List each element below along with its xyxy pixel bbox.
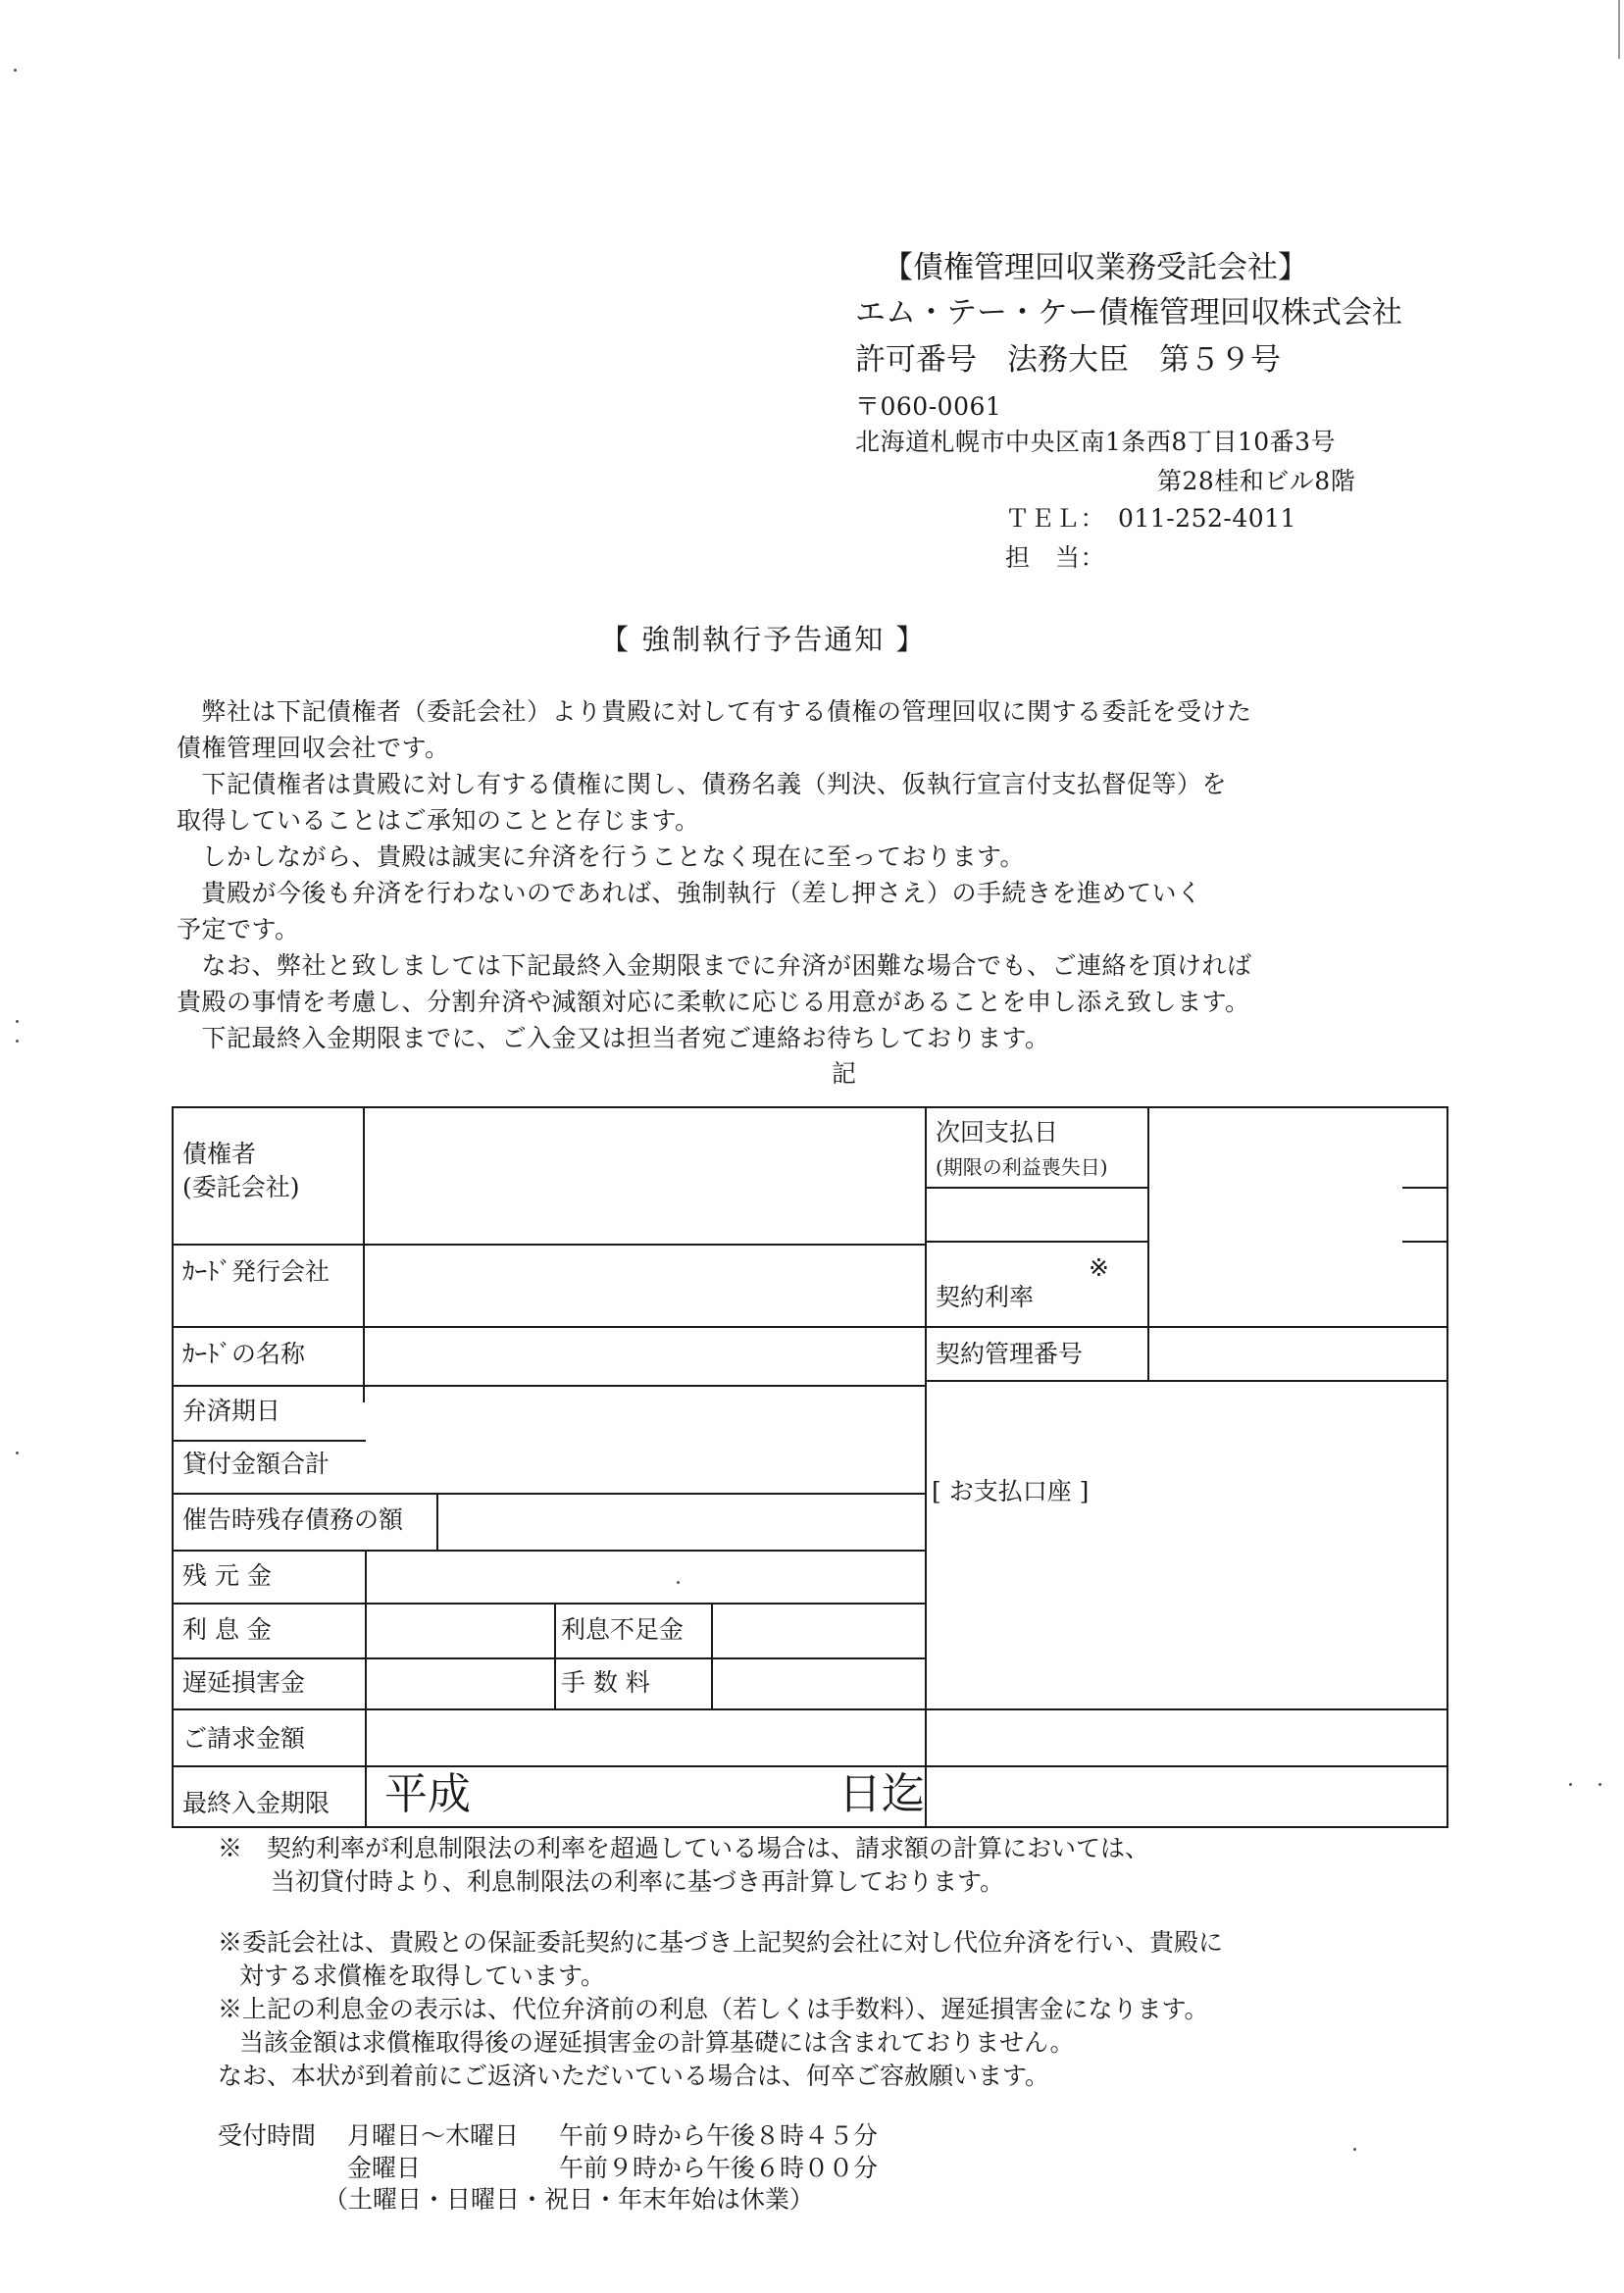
table-line [925,1106,927,1826]
table-line [925,1187,1149,1189]
note-line: 対する求償権を取得しています。 [239,1962,606,1990]
table-line [363,1106,365,1402]
ki-label: 記 [832,1059,857,1088]
table-line [172,1765,1448,1767]
label-demand-balance: 催告時残存債務の額 [182,1505,404,1534]
scan-speck [1353,2148,1356,2151]
table-line [1402,1241,1446,1243]
label-loan-total: 貸付金額合計 [182,1450,330,1478]
table-line [172,1493,925,1495]
header-company: エム・テー・ケー債権管理回収株式会社 [855,295,1402,331]
label-rate: 契約利率 [936,1283,1035,1311]
label-next-pay-sub: (期限の利益喪失日) [936,1155,1108,1179]
hours-fri: 金曜日 [347,2154,422,2182]
header-license: 許可番号 法務大臣 第５９号 [855,342,1281,378]
table-line [172,1550,925,1552]
table-line [436,1493,438,1550]
scan-speck [16,1020,19,1023]
paragraph-line: 取得していることはご承知のことと存じます。 [177,806,700,835]
hours-mon-thu-time: 午前９時から午後８時４５分 [559,2121,879,2150]
table-line [172,1326,925,1328]
label-late-fee: 遅延損害金 [182,1668,306,1697]
label-repay-date: 弁済期日 [182,1397,281,1425]
hours-fri-time: 午前９時から午後６時００分 [559,2154,879,2182]
table-line [554,1603,556,1708]
label-principal: 残 元 金 [182,1561,272,1590]
table-line [925,1326,1446,1328]
table-line [172,1244,925,1246]
label-deadline: 最終入金期限 [182,1789,330,1817]
note-line: 当該金額は求償権取得後の遅延損害金の計算基礎には含まれておりません。 [239,2028,1075,2057]
scan-speck [16,1040,19,1043]
note-line: ※委託会社は、貴殿との保証委託契約に基づき上記契約会社に対し代位弁済を行い、貴殿に [218,1928,1224,1957]
label-creditor: 債権者 [182,1140,257,1168]
table-line [172,1385,925,1387]
table-line [1446,1106,1448,1828]
deadline-era: 平成 [384,1769,471,1819]
table-line [1147,1106,1149,1381]
table-line [172,1106,174,1828]
header-postal: 〒060-0061 [855,392,1002,421]
scan-speck [677,1581,680,1584]
hours-mon-thu: 月曜日～木曜日 [347,2121,520,2150]
label-billed: ご請求金額 [182,1724,306,1753]
paragraph-line: 予定です。 [177,915,300,943]
scan-edge [1618,0,1620,59]
table-line [711,1603,713,1708]
label-fee: 手 数 料 [561,1668,650,1697]
deadline-suffix: 日迄 [838,1769,925,1819]
paragraph-line: 債権管理回収会社です。 [177,734,450,762]
label-interest: 利 息 金 [182,1615,272,1644]
note-line: ※上記の利息金の表示は、代位弁済前の利息（若しくは手数料）、遅延損害金になります。 [218,1995,1209,2023]
table-line [172,1708,1448,1710]
header-address-2: 第28桂和ビル8階 [1157,467,1356,495]
hours-label: 受付時間 [218,2121,317,2150]
label-contract-no: 契約管理番号 [936,1340,1084,1368]
paragraph-line: 貴殿の事情を考慮し、分割弁済や減額対応に柔軟に応じる用意があることを申し添え致します。 [177,988,1250,1016]
label-creditor-sub: (委託会社) [182,1173,300,1201]
label-interest-short: 利息不足金 [561,1615,685,1644]
page-title: 【 強制執行予告通知 】 [600,623,927,656]
paragraph-line: しかしながら、貴殿は誠実に弁済を行うことなく現在に至っております。 [177,842,1026,871]
paragraph-line: なお、弊社と致しましては下記最終入金期限までに弁済が困難な場合でも、ご連絡を頂ければ [177,951,1252,980]
table-line [172,1826,1448,1828]
header-person: 担 当： [1005,543,1106,572]
note-line: 当初貸付時より、利息制限法の利率に基づき再計算しております。 [271,1867,1005,1896]
scan-speck [1599,1783,1601,1786]
table-line [172,1603,925,1605]
label-card-name: ｶｰﾄﾞの名称 [182,1340,306,1368]
paragraph-line: 下記債権者は貴殿に対し有する債権に関し、債務名義（判決、仮執行宣言付支払督促等）を [177,770,1228,798]
paragraph-line: 貴殿が今後も弁済を行わないのであれば、強制執行（差し押さえ）の手続きを進めていく [177,879,1202,907]
paragraph-line: 下記最終入金期限までに、ご入金又は担当者宛ご連絡お待ちしております。 [177,1024,1050,1052]
header-tel: ＴＥＬ： 011-252-4011 [1005,504,1296,533]
hours-closed: （土曜日・日曜日・祝日・年末年始は休業） [324,2185,815,2214]
table-line [925,1241,1149,1243]
paragraph-line: 弊社は下記債権者（委託会社）より貴殿に対して有する債権の管理回収に関する委託を受けた [177,697,1252,726]
note-line: ※ 契約利率が利息制限法の利率を超過している場合は、請求額の計算においては、 [218,1834,1150,1862]
scan-speck [14,69,17,72]
scan-speck [16,1452,19,1454]
label-card-issuer: ｶｰﾄﾞ発行会社 [182,1257,330,1286]
table-line [172,1440,366,1442]
scan-speck [1569,1783,1572,1786]
header-address-1: 北海道札幌市中央区南1条西8丁目10番3号 [855,428,1337,456]
table-line [925,1380,1446,1382]
label-payment-account: [ お支払口座 ] [932,1477,1090,1505]
note-line: なお、本状が到着前にご返済いただいている場合は、何卒ご容赦願います。 [218,2062,1050,2090]
header-role: 【債権管理回収業務受託会社】 [883,250,1308,285]
table-line [365,1550,367,1826]
table-line [172,1657,925,1659]
table-line [1402,1187,1446,1189]
rate-note-mark: ※ [1089,1253,1109,1282]
label-next-pay: 次回支払日 [936,1118,1059,1146]
